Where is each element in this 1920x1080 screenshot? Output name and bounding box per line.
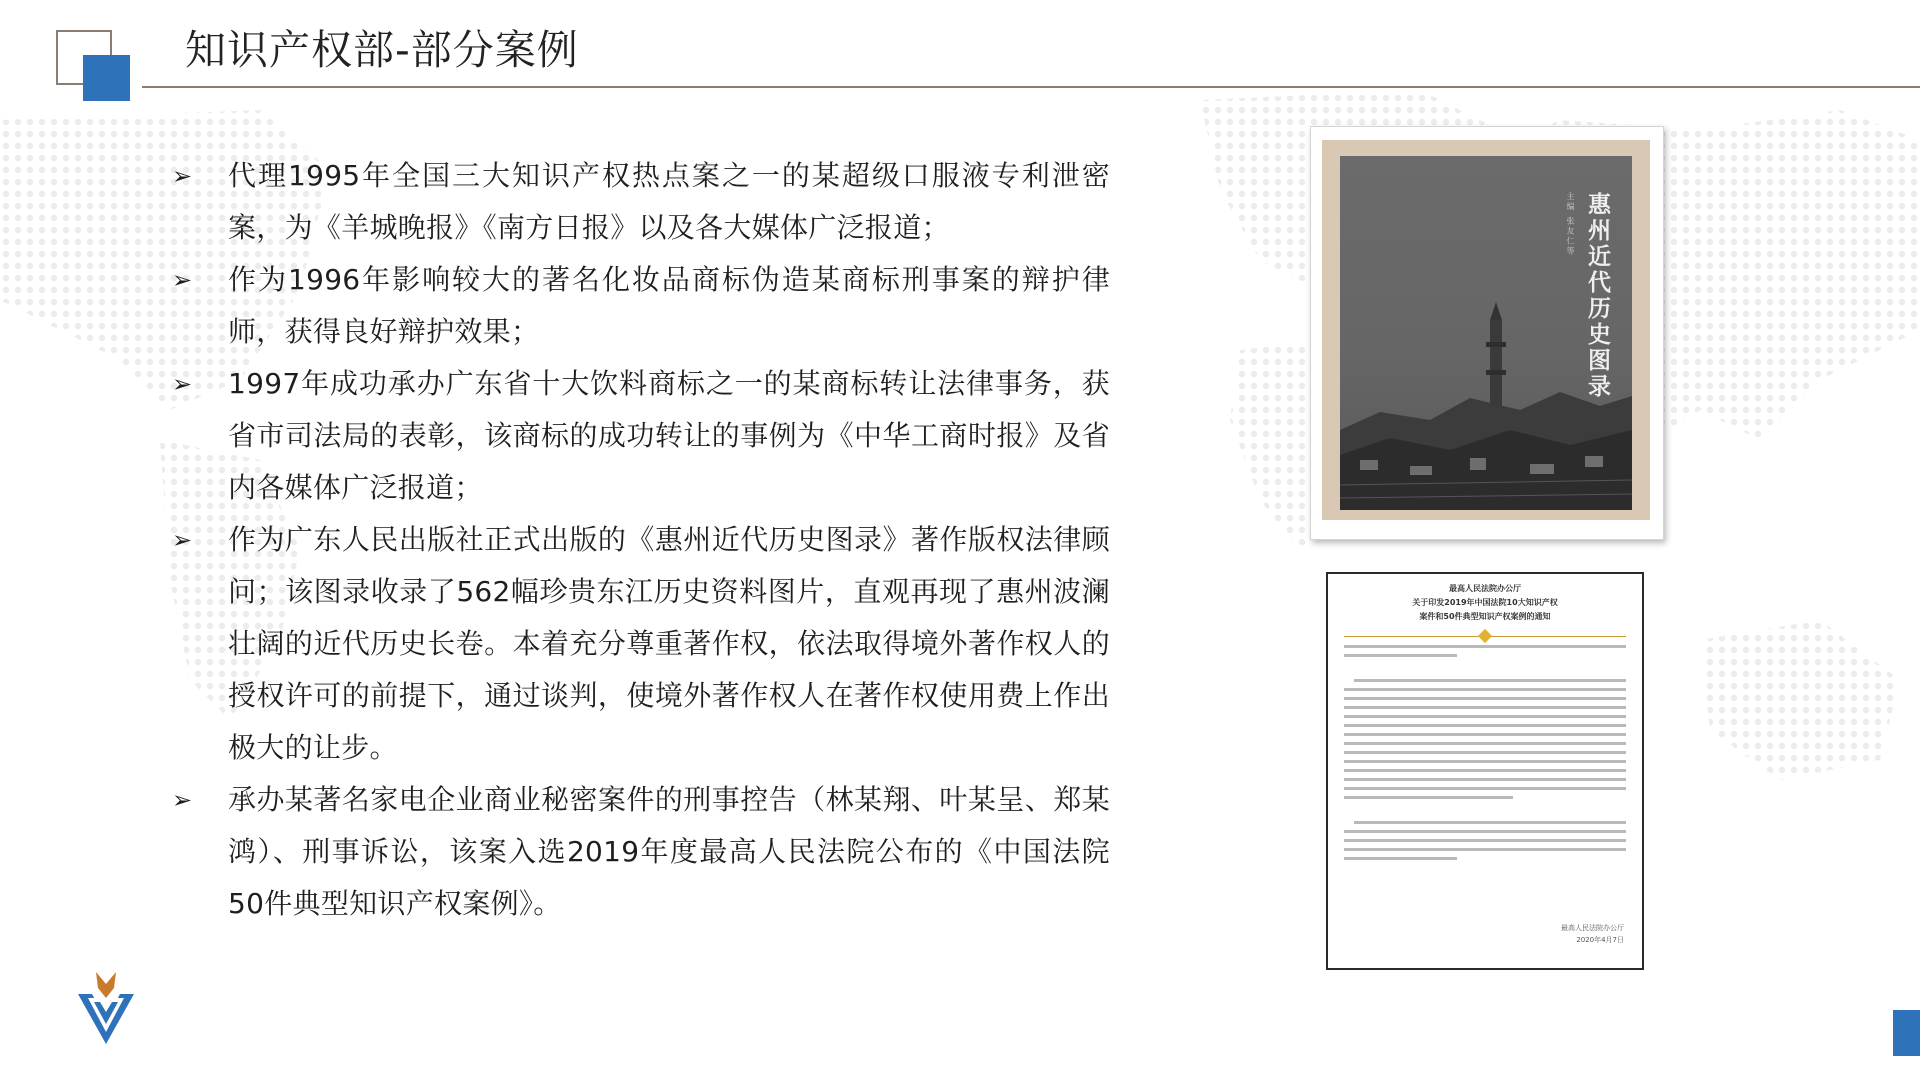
edge-accent-tab [1893, 1010, 1920, 1056]
notice-title: 关于印发2019年中国法院10大知识产权案件和50件典型知识产权案例的通知 [1412, 598, 1558, 621]
notice-text-line [1344, 796, 1513, 799]
notice-text-line [1344, 688, 1626, 691]
notice-signer: 最高人民法院办公厅 [1561, 924, 1624, 932]
page-title: 知识产权部-部分案例 [185, 26, 579, 74]
book-cover-image [1340, 156, 1632, 510]
arrow-bullet-icon: ➢ [172, 786, 193, 814]
court-notice-document [1326, 572, 1644, 970]
notice-text-line [1344, 715, 1626, 718]
case-text: 作为1996年影响较大的著名化妆品商标伪造某商标刑事案的辩护律师，获得良好辩护效果； [228, 263, 1110, 348]
case-item [170, 358, 1110, 514]
case-list [170, 150, 1110, 930]
arrow-bullet-icon: ➢ [172, 370, 193, 398]
notice-text-line [1344, 769, 1626, 772]
case-text: 1997年成功承办广东省十大饮料商标之一的某商标转让法律事务，获省市司法局的表彰，该商标的成功转让的事例为《中华工商时报》及省内各媒体广泛报道； [228, 367, 1110, 504]
notice-text-line [1344, 733, 1626, 736]
title-accent-square [83, 55, 130, 101]
book-title: 惠州近代历史图录 [1584, 192, 1611, 400]
diamond-icon [1478, 629, 1492, 643]
notice-text-line [1344, 787, 1626, 790]
firm-logo-icon [74, 968, 138, 1048]
book-author: 主编 张友仁等 [1566, 192, 1575, 257]
notice-text-line [1344, 645, 1626, 648]
notice-issuer: 最高人民法院办公厅 [1449, 584, 1521, 593]
notice-text-line [1344, 830, 1626, 833]
arrow-bullet-icon: ➢ [172, 266, 193, 294]
title-divider [142, 86, 1920, 88]
case-item [170, 150, 1110, 254]
notice-text-line [1344, 848, 1626, 851]
notice-text-line [1344, 706, 1626, 709]
notice-text-line [1344, 697, 1626, 700]
notice-signature [1561, 922, 1624, 946]
notice-divider [1344, 636, 1626, 637]
notice-text-line [1354, 679, 1626, 682]
notice-text-line [1344, 654, 1457, 657]
case-text: 代理1995年全国三大知识产权热点案之一的某超级口服液专利泄密案，为《羊城晚报》《南方日报》以及各大媒体广泛报道； [228, 159, 1110, 244]
case-item [170, 514, 1110, 774]
arrow-bullet-icon: ➢ [172, 162, 193, 190]
notice-text-line [1354, 821, 1626, 824]
notice-gap [1344, 663, 1626, 673]
case-item [170, 774, 1110, 930]
notice-date: 2020年4月7日 [1576, 936, 1624, 944]
notice-text-line [1344, 724, 1626, 727]
case-item [170, 254, 1110, 358]
case-text: 承办某著名家电企业商业秘密案件的刑事控告（林某翔、叶某呈、郑某鸿）、刑事诉讼，该案入选2019年度最高人民法院公布的《中国法院50件典型知识产权案例》。 [228, 783, 1110, 920]
notice-text-line [1344, 760, 1626, 763]
case-text: 作为广东人民出版社正式出版的《惠州近代历史图录》著作版权法律顾问；该图录收录了562幅珍贵东江历史资料图片，直观再现了惠州波澜壮阔的近代历史长卷。本着充分尊重著作权，依法取得境外著作权人的授权许可的前提下，通过谈判，使境外著作权人在著作权使用费上作出极大的让步。 [228, 523, 1110, 764]
notice-text-line [1344, 742, 1626, 745]
arrow-bullet-icon: ➢ [172, 526, 193, 554]
notice-gap [1344, 805, 1626, 815]
notice-text-line [1344, 857, 1457, 860]
notice-text-line [1344, 839, 1626, 842]
notice-text-line [1344, 751, 1626, 754]
notice-text-line [1344, 778, 1626, 781]
